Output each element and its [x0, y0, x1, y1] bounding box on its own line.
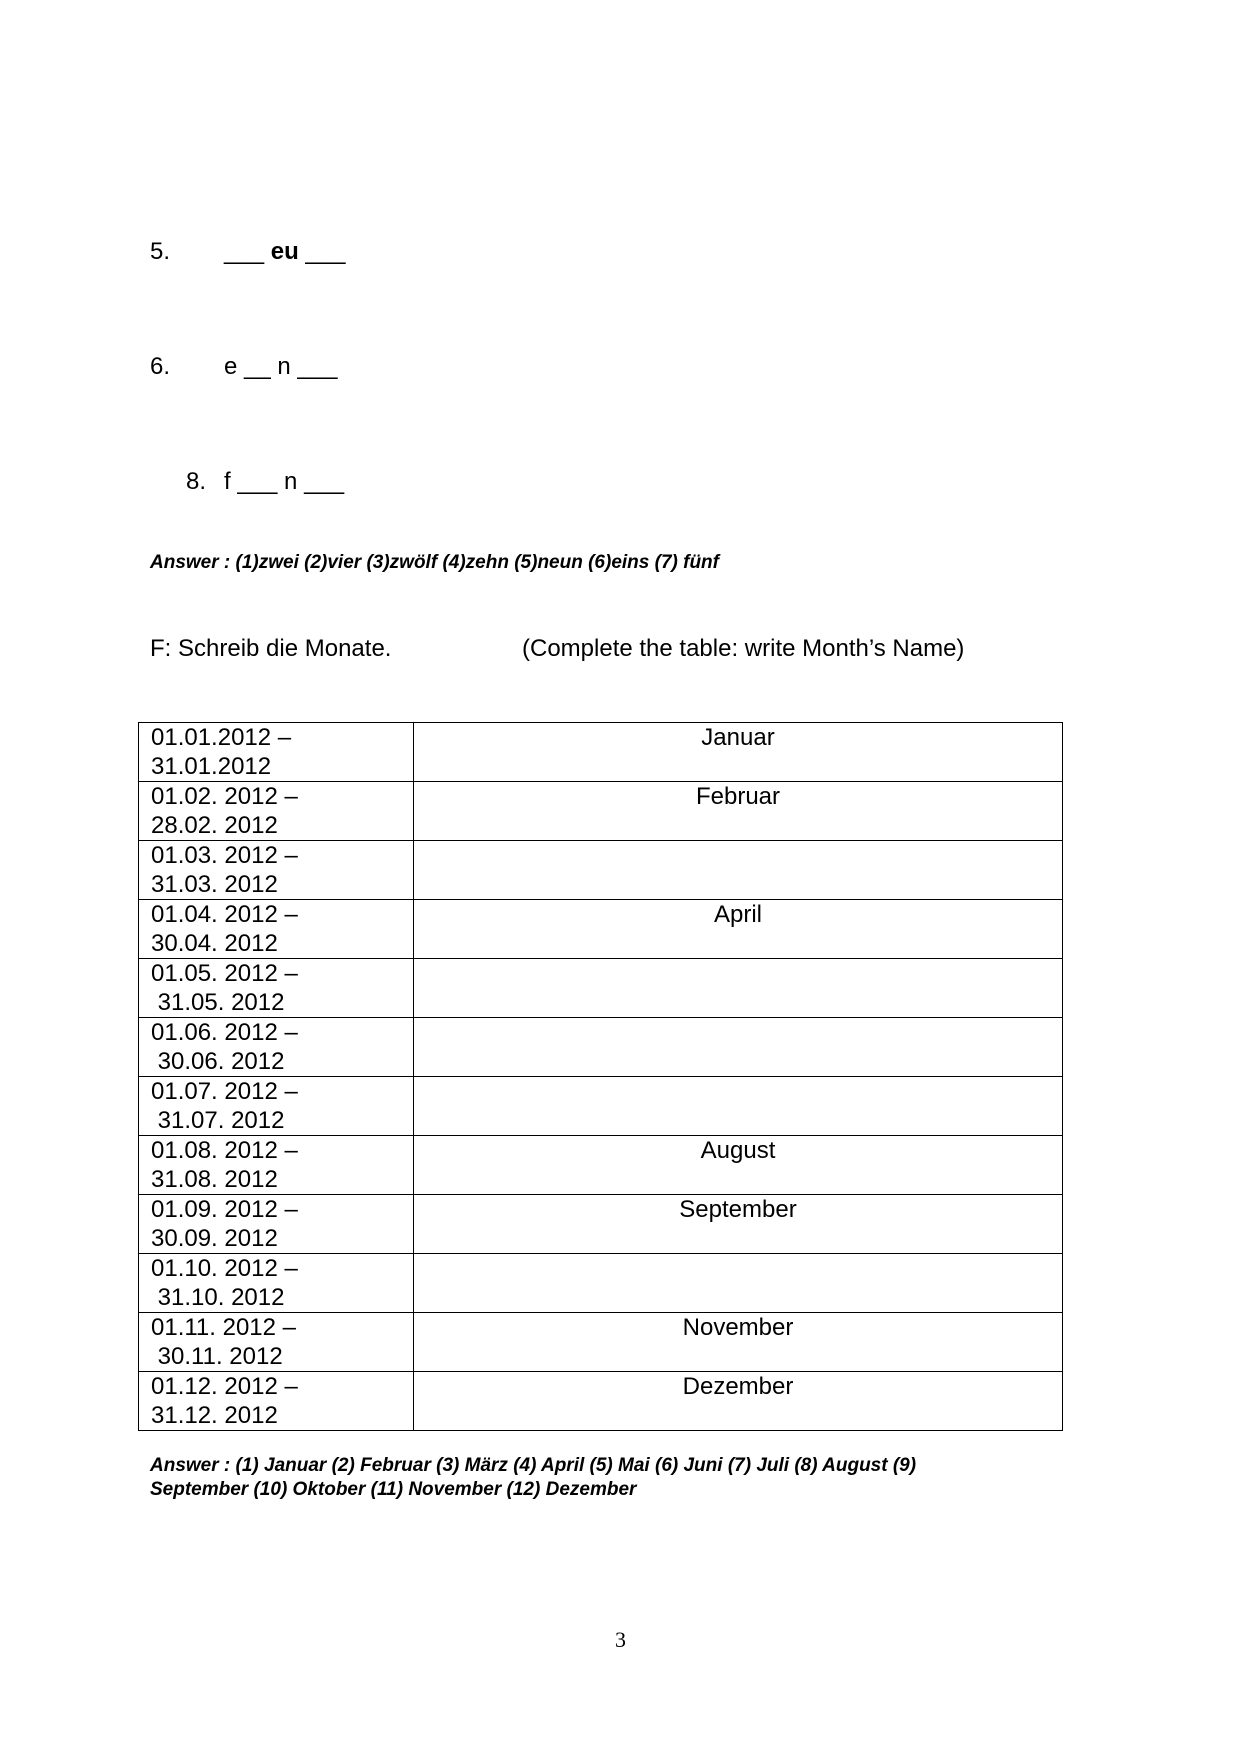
range-start: 01.09. 2012 – [151, 1196, 298, 1223]
table-row [139, 1018, 1063, 1077]
range-start: 01.06. 2012 – [151, 1019, 298, 1046]
table-row [139, 1313, 1063, 1372]
answer-months-line-1: Answer : (1) Januar (2) Februar (3) März (4) April (5) Mai (6) Juni (7) Juli (8) August (9) [150, 1455, 917, 1476]
answer-months-line-2: September (10) Oktober (11) November (12) Dezember [150, 1479, 637, 1500]
date-range-cell [139, 782, 414, 841]
table-row [139, 1136, 1063, 1195]
range-start: 01.12. 2012 – [151, 1373, 298, 1400]
range-start: 01.11. 2012 – [151, 1314, 297, 1341]
range-end: 28.02. 2012 [151, 812, 278, 839]
range-end: 31.12. 2012 [151, 1402, 278, 1429]
month-name-cell: Februar [414, 782, 1063, 841]
date-range-cell [139, 900, 414, 959]
exercise-8-blank: f ___ n ___ [224, 468, 345, 495]
range-start: 01.05. 2012 – [151, 960, 298, 987]
page-number: 3 [615, 1627, 626, 1652]
range-end: 31.05. 2012 [151, 989, 285, 1016]
table-row [139, 900, 1063, 959]
table-row [139, 1077, 1063, 1136]
range-start: 01.07. 2012 – [151, 1078, 298, 1105]
exercise-6-number: 6. [150, 353, 171, 380]
month-name-cell [414, 1077, 1063, 1136]
range-end: 31.01.2012 [151, 753, 272, 780]
date-range-cell [139, 1018, 414, 1077]
section-f-instruction: (Complete the table: write Month’s Name) [522, 635, 965, 662]
range-end: 30.04. 2012 [151, 930, 278, 957]
table-row [139, 841, 1063, 900]
month-name-cell: August [414, 1136, 1063, 1195]
table-row [139, 959, 1063, 1018]
month-name-cell [414, 1018, 1063, 1077]
date-range-cell [139, 1313, 414, 1372]
date-range-cell [139, 1372, 414, 1431]
section-f-label: F: Schreib die Monate. [150, 635, 392, 662]
date-range-cell [139, 723, 414, 782]
exercise-5-blank [224, 238, 345, 266]
range-start: 01.10. 2012 – [151, 1255, 298, 1282]
months-table-body [139, 723, 1063, 1431]
range-start: 01.01.2012 – [151, 724, 292, 751]
date-range-cell [139, 841, 414, 900]
range-start: 01.04. 2012 – [151, 901, 298, 928]
month-name-cell: April [414, 900, 1063, 959]
month-name-cell: Dezember [414, 1372, 1063, 1431]
exercise-8-number: 8. [186, 468, 207, 495]
month-name-cell: September [414, 1195, 1063, 1254]
range-end: 31.07. 2012 [151, 1107, 285, 1134]
range-end: 31.08. 2012 [151, 1166, 278, 1193]
range-end: 30.11. 2012 [151, 1343, 283, 1370]
range-end: 30.09. 2012 [151, 1225, 278, 1252]
month-name-cell [414, 1254, 1063, 1313]
exercise-5-bold: eu [270, 238, 299, 265]
month-name-cell [414, 959, 1063, 1018]
date-range-cell [139, 1195, 414, 1254]
table-row [139, 723, 1063, 782]
date-range-cell [139, 1254, 414, 1313]
range-start: 01.02. 2012 – [151, 783, 298, 810]
exercise-5-after: ___ [298, 238, 346, 265]
date-range-cell [139, 1077, 414, 1136]
months-table [138, 722, 1063, 1431]
exercise-5-number: 5. [150, 238, 171, 265]
exercise-5-before: ___ [224, 238, 271, 265]
answer-numbers: Answer : (1)zwei (2)vier (3)zwölf (4)zehn (5)neun (6)eins (7) fünf [150, 552, 719, 573]
date-range-cell [139, 1136, 414, 1195]
range-start: 01.08. 2012 – [151, 1137, 298, 1164]
month-name-cell: Januar [414, 723, 1063, 782]
range-end: 31.03. 2012 [151, 871, 278, 898]
date-range-cell [139, 959, 414, 1018]
range-end: 31.10. 2012 [151, 1284, 285, 1311]
month-name-cell [414, 841, 1063, 900]
month-name-cell: November [414, 1313, 1063, 1372]
range-start: 01.03. 2012 – [151, 842, 298, 869]
table-row [139, 1372, 1063, 1431]
range-end: 30.06. 2012 [151, 1048, 285, 1075]
table-row [139, 782, 1063, 841]
exercise-6-blank: e __ n ___ [224, 353, 338, 380]
table-row [139, 1254, 1063, 1313]
table-row [139, 1195, 1063, 1254]
